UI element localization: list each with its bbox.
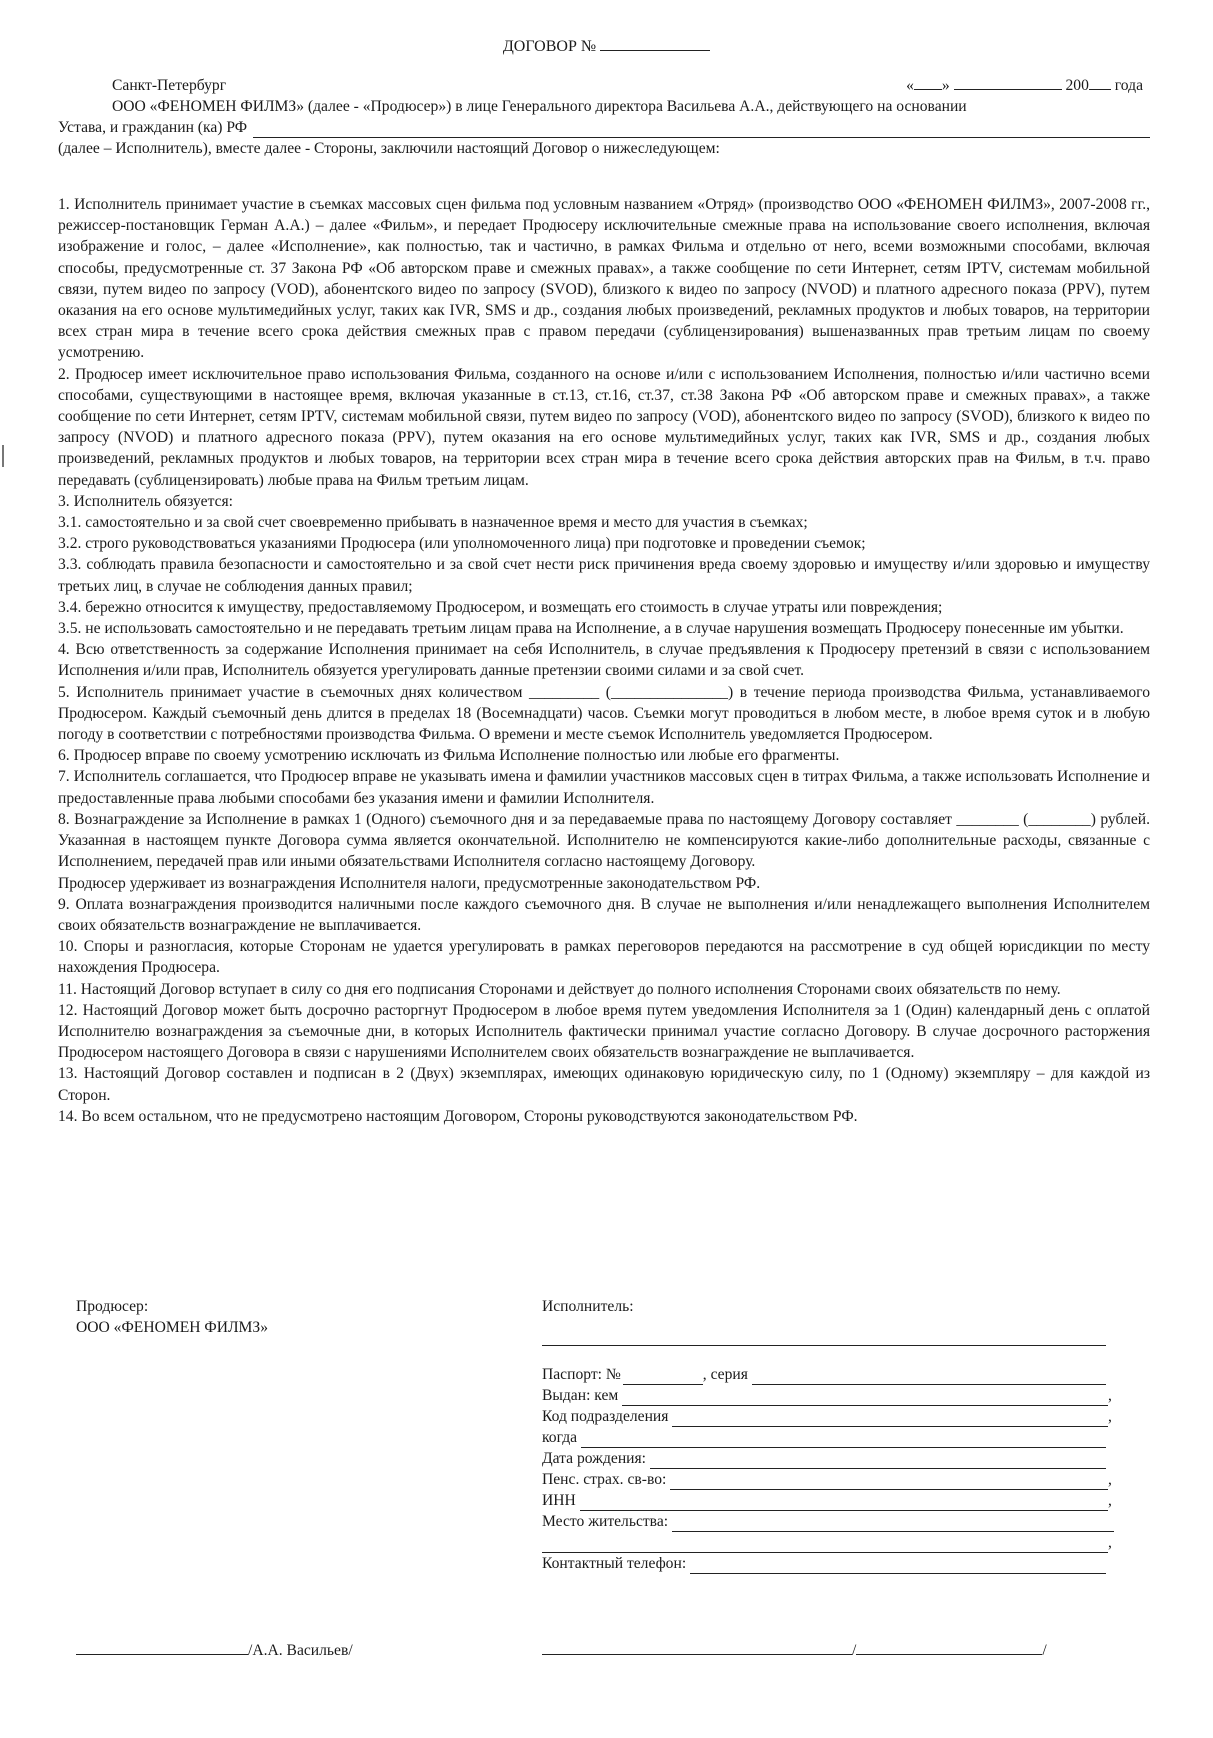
citizen-label: Устава, и гражданин (ка) РФ <box>58 119 248 137</box>
year-prefix: 200 <box>1065 77 1089 94</box>
clause-7: 7. Исполнитель соглашается, что Продюсер вправе не указывать имена и фамилии участников массовых сцен в титрах Фильма, а также использовать Исполнение и предоставленные права любыми способами без указания имени и фамилии Исполнителя. <box>58 768 1150 807</box>
preamble-line-1: ООО «ФЕНОМЕН ФИЛМЗ» (далее - «Продюсер») в лице Генерального директора Васильева А.А., действующего на основании <box>112 98 967 115</box>
clause-3-5: 3.5. не использовать самостоятельно и не передавать третьим лицам права на Исполнение, а в случае нарушения возмещать Продюсеру понесенные им убытки. <box>58 620 1124 638</box>
contract-number-field[interactable] <box>600 36 710 51</box>
clause-8: 8. Вознаграждение за Исполнение в рамках 1 (Одного) съемочного дня и за передаваемые права по настоящему Договору составляет ________ (________) рублей. Указанная в настоящем пункте Договора сумма является окончательной. Исполнителю не компенсируются какие-либо дополнительные расходы, связанные с Исполнением, передачей прав или иными обязательствами Исполнителя согласно настоящему Договору. <box>58 810 1150 871</box>
preamble <box>58 96 1150 160</box>
clause-9: 9. Оплата вознаграждения производится наличными после каждого съемочного дня. В случае не выполнения и/или ненадлежащего выполнения Исполнителем своих обязательств вознаграждение не выплачивается. <box>58 895 1150 934</box>
when-label: когда <box>542 1429 578 1446</box>
performer-name-decoding-field[interactable] <box>856 1640 1042 1655</box>
passport-row <box>542 1364 1114 1385</box>
pension-label: Пенс. страх. св-во: <box>542 1471 667 1488</box>
residence-field-2[interactable] <box>542 1537 1108 1553</box>
clause-6: 6. Продюсер вправе по своему усмотрению исключать из Фильма Исполнение полностью или любые его фрагменты. <box>58 747 840 765</box>
performer-name-field[interactable] <box>542 1330 1106 1346</box>
passport-label: Паспорт: № <box>542 1366 621 1383</box>
clause-1: 1. Исполнитель принимает участие в съемках массовых сцен фильма под условным названием «Отряд» (производство ООО «ФЕНОМЕН ФИЛМЗ», 2007-2008 гг., режиссер-постановщик Герман А.А.) – далее «Фильм», и передает Продюсеру исключительные смежные права на использование своего исполнения, включая изображение и голос, – далее «Исполнение», как полностью, так и частично, в рамках Фильма и отдельно от него, всеми возможными способами, включая способы, предусмотренные ст. 37 Закона РФ «Об авторском праве и смежных правах», а также сообщение по сети Интернет, сетям IPTV, системам мобильной связи, путем видео по запросу (VOD), абонентского видео по запросу (SVOD), близкого к видео по запросу (NVOD) и платного адресного показа (PPV), путем оказания на его основе мультимедийных услуг, таких как IVR, SMS и др., создания любых произведений, рекламных продуктов и любых товаров, на территории всех стран мира в течение всего срока действия смежных прав с правом передачи (сублицензирования) вышеназванных прав третьим лицам по своему усмотрению. <box>58 196 1150 362</box>
residence-row <box>542 1511 1114 1532</box>
clause-12: 12. Настоящий Договор может быть досрочно расторгнут Продюсером в любое время путем уведомления Исполнителя за 1 (Один) календарный день с оплатой Исполнителю вознаграждения за съемочные дни, в которых Исполнитель фактически принимал участие согласно Договору. В случае досрочного расторжения Продюсером настоящего Договора в связи с нарушениями Исполнителем своих обязательств вознаграждение не выплачивается. <box>58 1001 1150 1062</box>
producer-signature-field[interactable] <box>76 1640 248 1655</box>
inn-field[interactable] <box>580 1495 1108 1511</box>
birth-date-field[interactable] <box>650 1453 1106 1469</box>
passport-number-field[interactable] <box>623 1370 703 1385</box>
slash: / <box>852 1642 857 1659</box>
residence-row-2 <box>542 1532 1114 1553</box>
clause-5: 5. Исполнитель принимает участие в съемочных днях количеством _________ (_______________) в течение периода производства Фильма, устанавливаемого Продюсером. Каждый съемочный день длится в пределах 18 (Восемнадцати) часов. Съемки могут проводиться в любом месте, в любое время суток и в любую погоду в соответствии с потребностями производства Фильма. О времени и месте съемок Исполнитель уведомляется Продюсером. <box>58 683 1150 744</box>
birth-date-row <box>542 1448 1114 1469</box>
preamble-line-2 <box>58 117 1150 138</box>
citizen-name-field[interactable] <box>253 123 1150 138</box>
issued-by-row <box>542 1385 1114 1406</box>
when-row <box>542 1427 1114 1448</box>
producer-signature <box>76 1640 353 1661</box>
performer-block <box>542 1296 1114 1574</box>
comma: , <box>1108 1387 1112 1404</box>
inn-label: ИНН <box>542 1492 576 1509</box>
month-field[interactable] <box>954 75 1062 90</box>
birth-date-label: Дата рождения: <box>542 1450 647 1467</box>
comma: , <box>1108 1534 1112 1551</box>
producer-signatory: /А.А. Васильев/ <box>248 1642 353 1659</box>
performer-label: Исполнитель: <box>542 1298 634 1315</box>
performer-signature-field[interactable] <box>542 1640 852 1655</box>
clause-3: 3. Исполнитель обязуется: <box>58 492 234 510</box>
producer-label: Продюсер: <box>76 1298 149 1315</box>
contract-clauses <box>58 194 1150 1127</box>
contract-date <box>906 75 1143 96</box>
phone-label: Контактный телефон: <box>542 1555 687 1572</box>
quote-close: » <box>941 77 950 94</box>
place-date-row <box>112 75 1143 96</box>
producer-block <box>76 1296 268 1338</box>
clause-3-3: 3.3. соблюдать правила безопасности и самостоятельно и за свой счет нести риск причинения вреда своему здоровью и имуществу и/или здоровью и имуществу третьих лиц, в случае не соблюдения данных правил; <box>58 556 1150 595</box>
issued-by-field[interactable] <box>622 1390 1108 1406</box>
producer-company: ООО «ФЕНОМЕН ФИЛМЗ» <box>76 1319 269 1337</box>
passport-series-field[interactable] <box>752 1369 1106 1385</box>
scan-margin-mark <box>2 445 4 467</box>
clause-3-1: 3.1. самостоятельно и за свой счет своевременно прибывать в назначенное время и место для участия в съемках; <box>58 514 808 532</box>
clause-11: 11. Настоящий Договор вступает в силу со дня его подписания Сторонами и действует до полного исполнения Сторонами своих обязательств по нему. <box>58 980 1061 998</box>
preamble-line-3: (далее – Исполнитель), вместе далее - Стороны, заключили настоящий Договор о нижеследующем: <box>58 140 720 158</box>
comma: , <box>1108 1492 1112 1509</box>
residence-label: Место жительства: <box>542 1513 669 1530</box>
clause-3-2: 3.2. строго руководствоваться указаниями Продюсера (или уполномоченного лица) при подготовке и проведении съемок; <box>58 535 866 553</box>
day-field[interactable] <box>914 75 942 90</box>
clause-2: 2. Продюсер имеет исключительное право использования Фильма, созданного на основе и/или с использованием Исполнения, полностью и/или частично всеми способами, существующими в настоящее время, включая указанные в ст.13, ст.16, ст.37, ст.38 Закона РФ «Об авторском праве и смежных правах», а также сообщение по сети Интернет, сетям IPTV, системам мобильной связи, путем видео по запросу (VOD), абонентского видео по запросу (SVOD), близкого к видео по запросу (NVOD) и платного адресного показа (PPV), путем оказания на его основе мультимедийных услуг, таких как IVR, SMS и др., создания любых произведений, рекламных продуктов и любых товаров, на территории всех стран мира в течение всего срока действия авторских прав на Фильм, в т.ч. право передавать (сублицензировать) любые права на Фильм третьим лицам. <box>58 365 1150 489</box>
performer-signature <box>542 1640 1047 1661</box>
comma: , <box>1108 1471 1112 1488</box>
city: Санкт-Петербург <box>112 77 227 94</box>
phone-row <box>542 1553 1114 1574</box>
comma: , <box>1108 1408 1112 1425</box>
clause-4: 4. Всю ответственность за содержание Исполнения принимает на себя Исполнитель, в случае предъявления к Продюсеру претензий в связи с использованием Исполнения и/или прав, Исполнитель обязуется урегулировать данные претензии своими силами и за свой счет. <box>58 641 1150 680</box>
phone-field[interactable] <box>690 1558 1106 1574</box>
pension-row <box>542 1469 1114 1490</box>
inn-row <box>542 1490 1114 1511</box>
year-field[interactable] <box>1089 75 1111 90</box>
clause-14: 14. Во всем остальном, что не предусмотрено настоящим Договором, Стороны руководствуются законодательством РФ. <box>58 1107 858 1125</box>
clause-8-tax: Продюсер удерживает из вознаграждения Исполнителя налоги, предусмотренные законодательством РФ. <box>58 874 761 892</box>
series-label: , серия <box>702 1366 748 1383</box>
clause-13: 13. Настоящий Договор составлен и подписан в 2 (Двух) экземплярах, имеющих одинаковую юридическую силу, по 1 (Одному) экземпляру – для каждой из Сторон. <box>58 1065 1150 1104</box>
clause-3-4: 3.4. бережно относится к имуществу, предоставляемому Продюсером, и возмещать его стоимость в случае утраты или повреждения; <box>58 598 943 616</box>
document-title <box>0 36 1213 57</box>
quote-open: « <box>906 77 914 94</box>
issued-by-label: Выдан: кем <box>542 1387 619 1404</box>
clause-10: 10. Споры и разногласия, которые Сторонам не удается урегулировать в рамках переговоров передаются на рассмотрение в суд общей юрисдикции по месту нахождения Продюсера. <box>58 938 1150 977</box>
when-field[interactable] <box>581 1432 1106 1448</box>
pension-field[interactable] <box>670 1474 1108 1490</box>
title-text: ДОГОВОР № <box>502 38 597 55</box>
division-code-field[interactable] <box>672 1411 1108 1427</box>
slash: / <box>1042 1642 1047 1659</box>
division-code-label: Код подразделения <box>542 1408 669 1425</box>
year-suffix: года <box>1114 77 1143 94</box>
division-code-row <box>542 1406 1114 1427</box>
residence-field[interactable] <box>672 1516 1114 1532</box>
